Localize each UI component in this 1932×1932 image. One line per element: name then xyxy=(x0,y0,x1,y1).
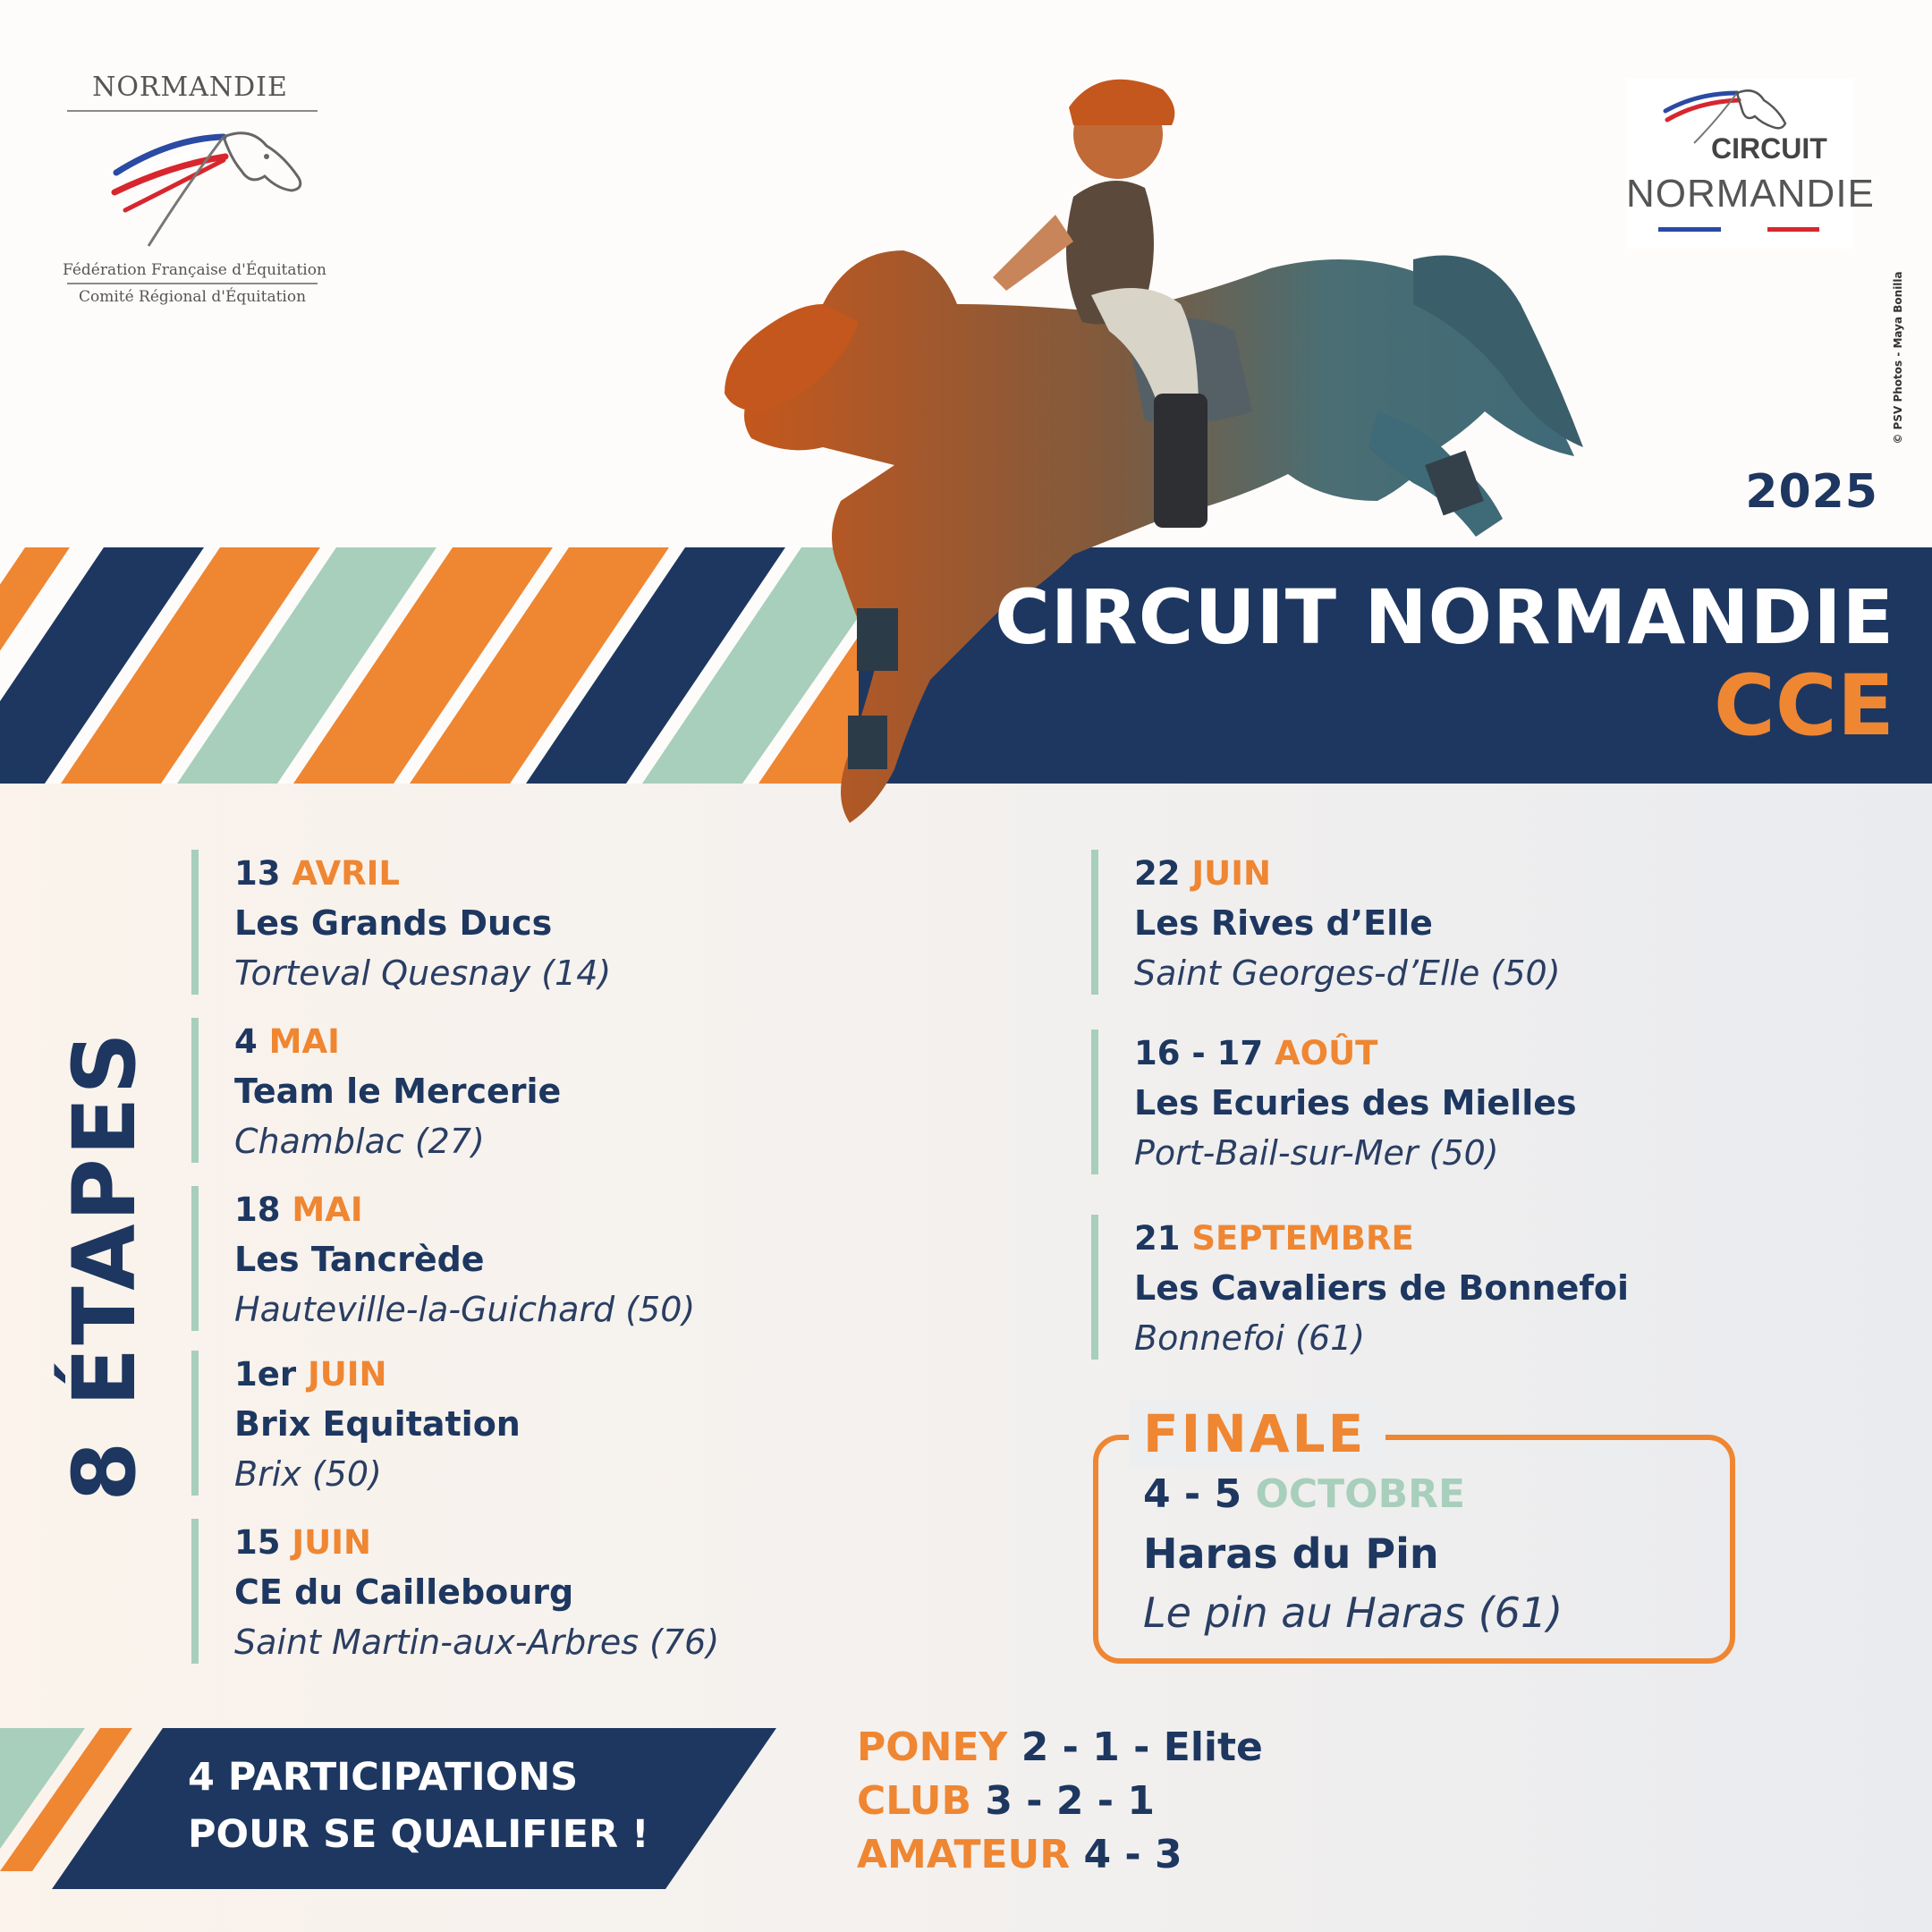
circuit-normandie-logo xyxy=(1626,79,1875,249)
event-item xyxy=(191,1519,719,1664)
event-day: 1er xyxy=(234,1355,297,1394)
event-name: Les Rives d’Elle xyxy=(1134,903,1433,943)
event-day: 15 xyxy=(234,1523,281,1562)
qualify-line-1: 4 PARTICIPATIONS xyxy=(188,1755,579,1800)
event-day: 18 xyxy=(234,1191,281,1229)
circuit-logo-red-bar xyxy=(1767,227,1819,232)
event-day: 22 xyxy=(1134,854,1181,893)
ffe-logo-rule xyxy=(67,110,318,112)
event-name: Brix Equitation xyxy=(234,1404,521,1444)
event-date xyxy=(234,1186,695,1234)
event-month: MAI xyxy=(292,1191,363,1229)
ffe-normandie-logo xyxy=(63,72,331,313)
category-label: PONEY xyxy=(857,1724,1008,1770)
category-levels: 2 - 1 - Elite xyxy=(1021,1724,1263,1770)
event-date xyxy=(234,1351,521,1399)
event-item xyxy=(1091,850,1561,995)
category-poney xyxy=(857,1724,1263,1770)
event-month: JUIN xyxy=(292,1523,371,1562)
circuit-logo-word-circuit: CIRCUIT xyxy=(1711,132,1827,165)
event-day: 21 xyxy=(1134,1219,1181,1258)
event-place: Port-Bail-sur-Mer (50) xyxy=(1134,1133,1499,1173)
category-club xyxy=(857,1778,1155,1824)
steps-count-label xyxy=(38,1020,172,1512)
event-month: MAI xyxy=(268,1022,340,1061)
category-levels: 3 - 2 - 1 xyxy=(985,1778,1156,1824)
qualify-line-2: POUR SE QUALIFIER ! xyxy=(188,1812,649,1857)
event-item xyxy=(1091,1030,1577,1174)
event-place: Hauteville-la-Guichard (50) xyxy=(234,1290,696,1329)
event-date xyxy=(1134,1030,1577,1078)
ffe-logo-federation: Fédération Française d'Équitation xyxy=(63,261,326,279)
event-name: Les Tancrède xyxy=(234,1240,485,1279)
finale-month: OCTOBRE xyxy=(1255,1471,1466,1517)
finale-day: 4 - 5 xyxy=(1143,1471,1242,1517)
event-month: JUIN xyxy=(307,1355,387,1394)
ffe-logo-rule-2 xyxy=(67,283,318,284)
event-item xyxy=(191,850,611,995)
event-item xyxy=(191,1351,521,1496)
circuit-logo-blue-bar xyxy=(1658,227,1721,232)
event-name: CE du Caillebourg xyxy=(234,1572,574,1612)
event-day: 16 - 17 xyxy=(1134,1034,1264,1072)
year: 2025 xyxy=(1745,465,1878,519)
event-place: Bonnefoi (61) xyxy=(1134,1318,1366,1358)
finale-label: FINALE xyxy=(1129,1400,1385,1468)
photo-credit-text: © PSV Photos - Maya Bonilla xyxy=(1892,271,1904,445)
event-date xyxy=(1134,850,1561,898)
event-place: Torteval Quesnay (14) xyxy=(234,953,612,993)
event-place: Saint Martin-aux-Arbres (76) xyxy=(234,1623,720,1662)
horse-head-emblem-icon xyxy=(107,121,322,264)
main-title: CIRCUIT NORMANDIE xyxy=(995,573,1894,661)
circuit-logo-word-normandie: NORMANDIE xyxy=(1626,172,1875,216)
ffe-logo-comite: Comité Régional d'Équitation xyxy=(78,288,307,306)
event-name: Les Ecuries des Mielles xyxy=(1134,1083,1577,1123)
event-date xyxy=(1134,1215,1629,1263)
event-name: Les Cavaliers de Bonnefoi xyxy=(1134,1268,1630,1308)
event-date xyxy=(234,1519,719,1567)
photo-credit xyxy=(1888,250,1908,465)
event-item xyxy=(1091,1215,1629,1360)
event-date xyxy=(234,1018,561,1066)
main-subtitle: CCE xyxy=(1713,657,1894,755)
category-levels: 4 - 3 xyxy=(1083,1832,1182,1877)
event-month: AOÛT xyxy=(1275,1034,1378,1072)
finale-date xyxy=(1143,1471,1465,1517)
ffe-logo-title: NORMANDIE xyxy=(92,72,288,103)
event-day: 13 xyxy=(234,854,281,893)
event-place: Saint Georges-d’Elle (50) xyxy=(1134,953,1561,993)
event-month: AVRIL xyxy=(292,854,400,893)
event-month: SEPTEMBRE xyxy=(1191,1219,1414,1258)
category-label: CLUB xyxy=(857,1778,972,1824)
steps-count-text: 8 ÉTAPES xyxy=(55,1030,155,1502)
event-day: 4 xyxy=(234,1022,258,1061)
finale-venue: Haras du Pin xyxy=(1143,1530,1439,1578)
finale-place: Le pin au Haras (61) xyxy=(1143,1589,1563,1637)
qualify-text xyxy=(188,1749,689,1863)
category-label: AMATEUR xyxy=(857,1832,1071,1877)
event-item xyxy=(191,1186,695,1331)
category-amateur xyxy=(857,1832,1182,1877)
event-name: Les Grands Ducs xyxy=(234,903,553,943)
event-name: Team le Mercerie xyxy=(234,1072,562,1111)
event-item xyxy=(191,1018,561,1163)
event-place: Chamblac (27) xyxy=(234,1122,485,1161)
event-month: JUIN xyxy=(1191,854,1271,893)
event-place: Brix (50) xyxy=(234,1454,382,1494)
event-date xyxy=(234,850,611,898)
